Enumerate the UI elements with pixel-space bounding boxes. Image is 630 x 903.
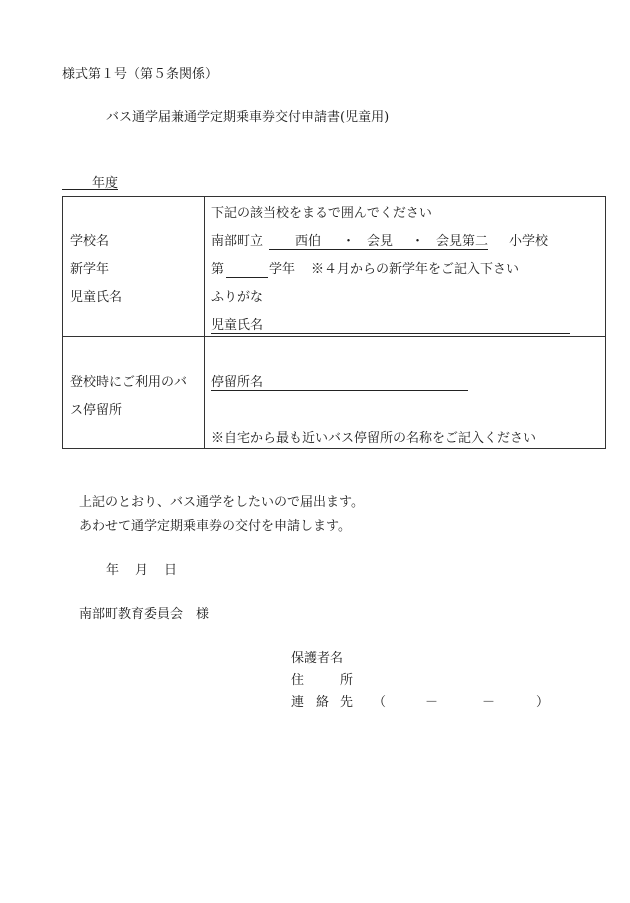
contact-label-char1: 連 [291, 695, 305, 710]
application-table [62, 196, 606, 449]
child-name-label: 児童氏名 [70, 290, 123, 305]
school-option-separator: ・ [411, 234, 425, 249]
stop-name-input[interactable] [211, 390, 468, 391]
contact-dash1: － [425, 695, 439, 710]
date-month: 月 [135, 563, 149, 578]
date-day: 日 [164, 563, 178, 578]
address-label-char1: 住 [291, 673, 305, 688]
school-info-fields-cell [205, 197, 606, 337]
school-option-saihaku[interactable]: 西伯 [295, 234, 322, 249]
school-prefix: 南部町立 [211, 234, 264, 249]
stop-name-label: 停留所名 [211, 375, 264, 390]
address-label-char2: 所 [340, 673, 354, 688]
school-option-separator: ・ [342, 234, 356, 249]
grade-input[interactable] [226, 277, 268, 278]
child-name-input[interactable] [211, 333, 570, 334]
fiscal-year-label: 年度 [92, 176, 119, 191]
form-number: 様式第１号（第５条関係） [62, 67, 219, 82]
stop-note: ※自宅から最も近いバス停留所の名称をご記入ください [211, 431, 537, 446]
contact-close-paren: ） [536, 695, 550, 710]
grade-note: ※４月からの新学年をご記入下さい [311, 262, 520, 277]
child-name-field-label: 児童氏名 [211, 318, 264, 333]
declaration-line2: あわせて通学定期乗車券の交付を申請します。 [79, 519, 351, 534]
bus-stop-label-line2: ス停留所 [70, 403, 123, 418]
declaration-line1: 上記のとおり、バス通学をしたいので届出ます。 [79, 495, 364, 510]
bus-stop-label-cell [63, 337, 205, 449]
school-instruction: 下記の該当校をまるで囲んでください [211, 206, 432, 221]
contact-open-paren: （ [373, 695, 387, 710]
school-info-labels-cell [63, 197, 205, 337]
guardian-name-label: 保護者名 [291, 651, 344, 666]
grade-prefix: 第 [211, 262, 225, 277]
school-suffix: 小学校 [509, 234, 549, 249]
bus-stop-row [63, 337, 606, 449]
bus-stop-fields-cell [205, 337, 606, 449]
school-option-aimi[interactable]: 会見 [367, 234, 394, 249]
school-name-label: 学校名 [70, 234, 110, 249]
new-grade-label: 新学年 [70, 262, 110, 277]
contact-label-char2: 絡 [316, 695, 330, 710]
addressee: 南部町教育委員会 様 [79, 607, 210, 622]
school-option-aimi-daini[interactable]: 会見第二 [436, 234, 489, 249]
date-year: 年 [106, 563, 120, 578]
school-info-row [63, 197, 606, 337]
grade-suffix: 学年 [269, 262, 296, 277]
bus-stop-label-line1: 登校時にご利用のバ [70, 375, 188, 390]
school-choice-underline [269, 249, 488, 250]
furigana-label: ふりがな [211, 290, 264, 305]
form-title: バス通学届兼通学定期乗車券交付申請書(児童用) [106, 110, 390, 125]
contact-label-char3: 先 [340, 695, 354, 710]
contact-dash2: － [482, 695, 496, 710]
